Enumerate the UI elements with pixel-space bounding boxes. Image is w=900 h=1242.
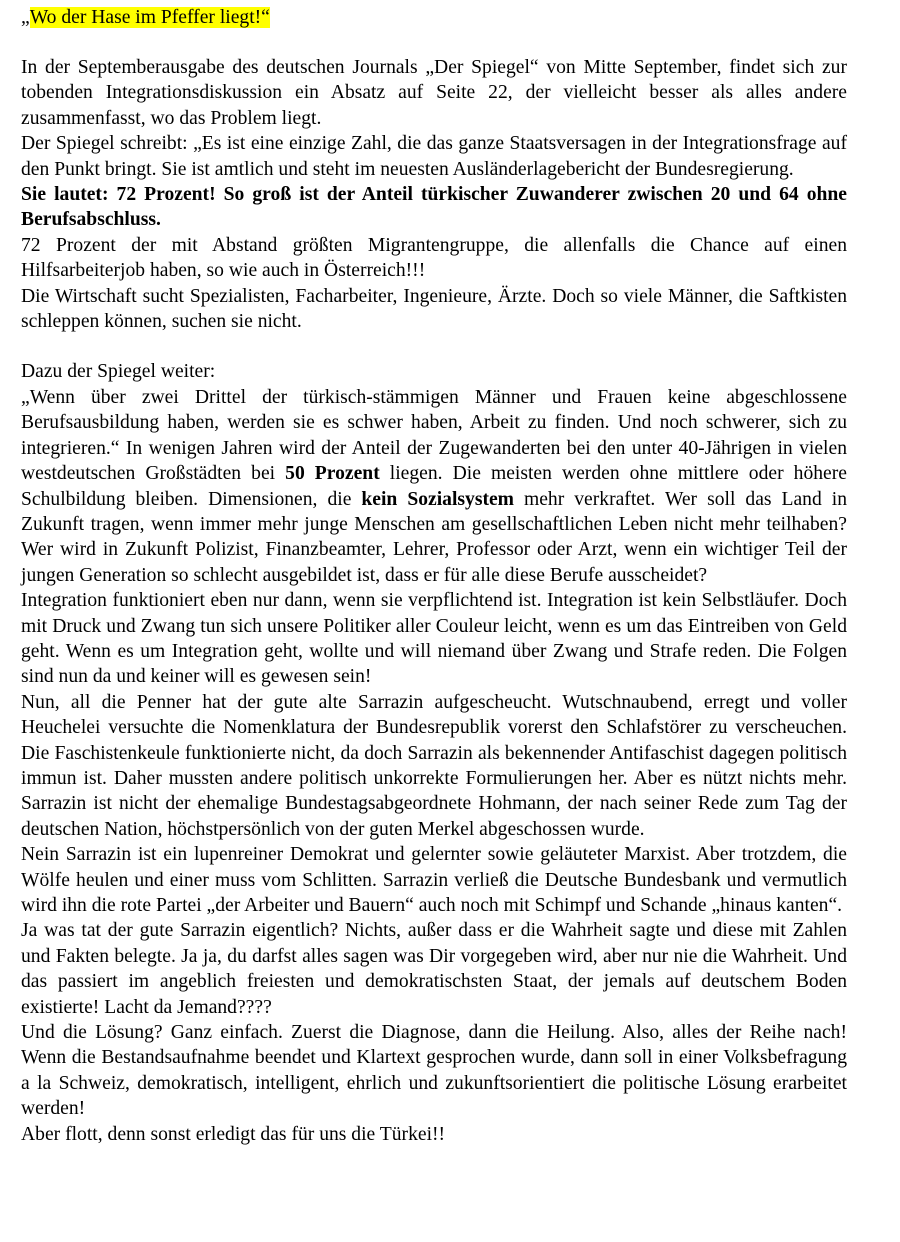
- bold-kein-sozialsystem: kein Sozialsystem: [361, 488, 514, 510]
- blank-line: [21, 334, 847, 359]
- text-run: liegen. Die meisten werden ohne mittlere oder höhere Schulbildung bleiben. Dimensionen, die: [21, 463, 847, 510]
- paragraph-closing: Aber flott, denn sonst erledigt das für uns die Türkei!!: [21, 1123, 446, 1145]
- paragraph-72-percent: Sie lautet: 72 Prozent! So groß ist der Anteil türkischer Zuwanderer zwischen 20 und 64 ohne Berufsabschluss.: [21, 184, 847, 231]
- paragraph-two-thirds: [21, 385, 847, 588]
- paragraph-migrant-group: 72 Prozent der mit Abstand größten Migrantengruppe, die allenfalls die Chance auf einen Hilfsarbeiterjob haben, so wie auch in Österreich!!!: [21, 234, 847, 282]
- paragraph-truth: Ja was tat der gute Sarrazin eigentlich? Nichts, außer dass er die Wahrheit sagte und diese mit Zahlen und Fakten belegte. Ja ja, du darfst alles sagen was Dir vorgegeben wird, aber nur nie die Wahrheit. Und das passiert im angeblich freiesten und demokratischsten Staat, der jemals auf deutschem Boden existierte! Lacht da Jemand????: [21, 920, 847, 1018]
- text-run: „Wenn über zwei Drittel der türkisch-stämmigen Männer und Frauen keine abgeschlossene Berufsausbildung haben, werden sie es schwer haben, Arbeit zu finden. Und noch schwerer, sich zu integrieren.“ In wenigen Jahren wird der Anteil der Zugewanderten bei den unter 40-Jährigen in vielen westdeutschen Großstädten bei: [21, 386, 847, 485]
- blank-line: [21, 30, 847, 55]
- paragraph-spiegel-continues: Dazu der Spiegel weiter:: [21, 361, 216, 383]
- paragraph-integration: Integration funktioniert eben nur dann, wenn sie verpflichtend ist. Integration ist kein Selbstläufer. Doch mit Druck und Zwang tun sich unsere Politiker aller Couleur leicht, wenn es um das Eintreiben von Geld geht. Wenn es um Integration geht, wollte und will niemand über Zwang und Strafe reden. Die Folgen sind nun da und keiner will es gewesen sein!: [21, 590, 847, 688]
- paragraph-democrat: Nein Sarrazin ist ein lupenreiner Demokrat und gelernter sowie geläuteter Marxist. Aber trotzdem, die Wölfe heulen und einer muss vom Schlitten. Sarrazin verließ die Deutsche Bundesbank und vermutlich wird ihn die rote Partei „der Arbeiter und Bauern“ auch noch mit Schimpf und Schande „hinaus kanten“.: [21, 844, 847, 916]
- paragraph-economy: Die Wirtschaft sucht Spezialisten, Facharbeiter, Ingenieure, Ärzte. Doch so viele Männer, die Saftkisten schleppen können, suchen sie nicht.: [21, 285, 847, 333]
- title-open-quote: „: [21, 7, 30, 28]
- paragraph-intro: In der Septemberausgabe des deutschen Journals „Der Spiegel“ von Mitte September, findet sich zur tobenden Integrationsdiskussion ein Absatz auf Seite 22, der vielleicht besser als alles andere zusammenfasst, wo das Problem liegt.: [21, 57, 847, 129]
- title-highlighted-text: Wo der Hase im Pfeffer liegt!“: [29, 7, 270, 28]
- paragraph-solution: Und die Lösung? Ganz einfach. Zuerst die Diagnose, dann die Heilung. Also, alles der Reihe nach! Wenn die Bestandsaufnahme beendet und Klartext gesprochen wurde, dann soll in einer Volksbefragung a la Schweiz, demokratisch, intelligent, ehrlich und zukunftsorientiert die politische Lösung erarbeitet werden!: [21, 1022, 847, 1120]
- bold-50-percent: 50 Prozent: [285, 463, 380, 485]
- paragraph-sarrazin: Nun, all die Penner hat der gute alte Sarrazin aufgescheucht. Wutschnaubend, erregt und voller Heuchelei versuchte die Nomenklatura der Bundesrepublik vorerst den Schlafstörer zu verscheuchen. Die Faschistenkeule funktionierte nicht, da doch Sarrazin als bekennender Antifaschist dagegen politisch immun ist. Daher mussten andere politisch unkorrekte Formulierungen her. Aber es nützt nichts mehr. Sarrazin ist nicht der ehemalige Bundestagsabgeordnete Hohmann, der nach seiner Rede zum Tag der deutschen Nation, höchstpersönlich von der guten Merkel abgeschossen wurde.: [21, 691, 847, 840]
- document-title: [21, 6, 847, 30]
- text-run: mehr verkraftet. Wer soll das Land in Zukunft tragen, wenn immer mehr junge Menschen am gesellschaftlichen Leben nicht mehr teilhaben? Wer wird in Zukunft Polizist, Finanzbeamter, Lehrer, Professor oder Arzt, wenn ein wichtiger Teil der jungen Generation so schlecht ausgebildet ist, dass er für alle diese Berufe ausscheidet?: [21, 488, 848, 586]
- paragraph-spiegel-quote: Der Spiegel schreibt: „Es ist eine einzige Zahl, die das ganze Staatsversagen in der Integrationsfrage auf den Punkt bringt. Sie ist amtlich und steht im neuesten Ausländerlagebericht der Bundesregierung.: [21, 133, 847, 180]
